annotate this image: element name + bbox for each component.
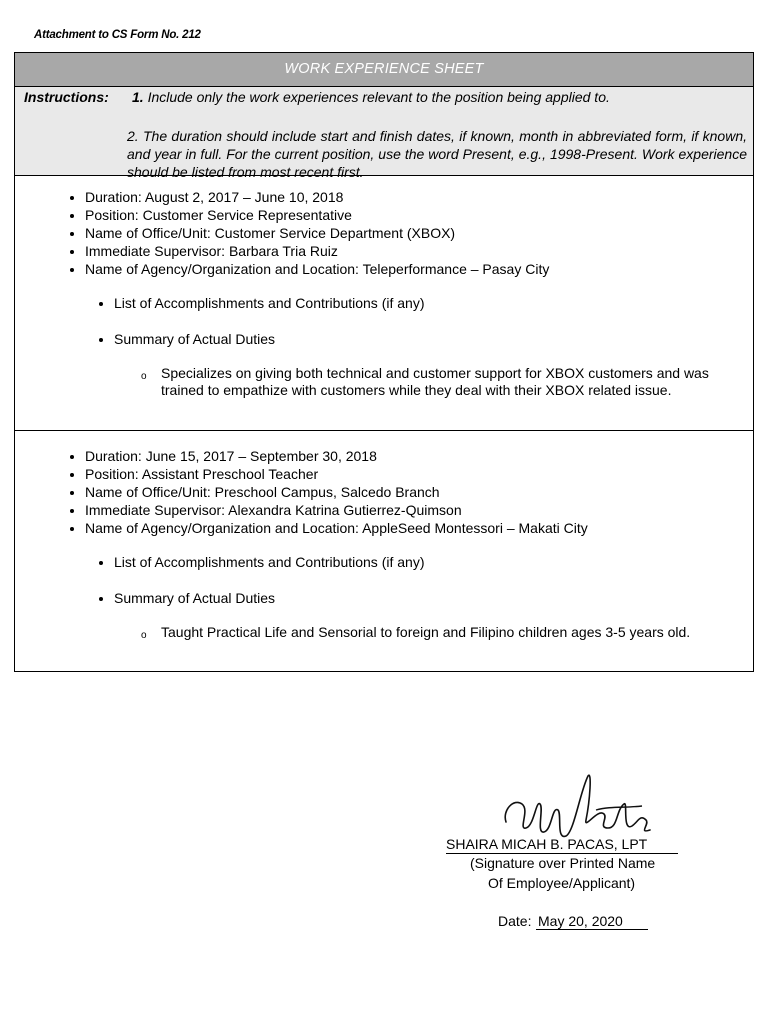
- entry-1-details: [67, 188, 549, 278]
- entry-office: • Name of Office/Unit: Customer Service Department (XBOX): [85, 224, 549, 242]
- entry-agency: • Name of Agency/Organization and Location: AppleSeed Montessori – Makati City: [85, 519, 588, 537]
- date-label: Date:: [498, 913, 532, 929]
- instructions-label: Instructions:: [24, 89, 109, 105]
- entry-2-details: [67, 447, 588, 537]
- entry-2-accomplishments: [96, 553, 424, 571]
- entry-duty-text: Specializes on giving both technical and customer support for XBOX customers and was trained to empathize with customers while they deal with their XBOX related issue.: [161, 365, 709, 398]
- entry-2-summary: [96, 589, 275, 607]
- entry-position: • Position: Customer Service Representative: [85, 206, 549, 224]
- entry-summary-label: • Summary of Actual Duties: [114, 330, 275, 348]
- entry-accomplishments-label: • List of Accomplishments and Contributions (if any): [114, 553, 424, 571]
- entry-duration: • Duration: August 2, 2017 – June 10, 2018: [85, 188, 549, 206]
- entry-2-duty: [139, 624, 751, 641]
- entry-agency: • Name of Agency/Organization and Location: Teleperformance – Pasay City: [85, 260, 549, 278]
- sheet-title: WORK EXPERIENCE SHEET: [15, 53, 753, 87]
- instructions-section: [15, 87, 753, 180]
- entry-1-accomplishments: [96, 294, 424, 312]
- entry-1-duty: [139, 365, 751, 399]
- instruction-2-number: 2.: [127, 128, 139, 144]
- signature-caption-line-1: (Signature over Printed Name: [470, 855, 656, 871]
- date-value: May 20, 2020: [536, 913, 648, 930]
- entry-supervisor: • Immediate Supervisor: Barbara Tria Ruiz: [85, 242, 549, 260]
- entry-supervisor: • Immediate Supervisor: Alexandra Katrina Gutierrez-Quimson: [85, 501, 588, 519]
- instruction-2-text: The duration should include start and finish dates, if known, month in abbreviated form, if known, and year in full. For the current position, use the word Present, e.g., 1998-Present. Work experience should be listed from most recent first.: [127, 128, 747, 180]
- circle-bullet-icon: o: [141, 371, 147, 382]
- instruction-item-2: [127, 127, 747, 181]
- entry-office: • Name of Office/Unit: Preschool Campus, Salcedo Branch: [85, 483, 588, 501]
- entry-position: • Position: Assistant Preschool Teacher: [85, 465, 588, 483]
- form-attachment-label: Attachment to CS Form No. 212: [34, 29, 201, 41]
- entry-summary-label: • Summary of Actual Duties: [114, 589, 275, 607]
- instruction-1-number: 1.: [132, 89, 144, 105]
- printed-name: SHAIRA MICAH B. PACAS, LPT: [446, 836, 678, 854]
- circle-bullet-icon: o: [141, 630, 147, 641]
- signature-caption-line-2: Of Employee/Applicant): [488, 875, 636, 891]
- entry-duty-text: Taught Practical Life and Sensorial to foreign and Filipino children ages 3-5 years old.: [161, 624, 691, 640]
- entry-accomplishments-label: • List of Accomplishments and Contributions (if any): [114, 294, 424, 312]
- instruction-item-1: [132, 89, 610, 105]
- entry-1-summary: [96, 330, 275, 348]
- entry-duration: • Duration: June 15, 2017 – September 30, 2018: [85, 447, 588, 465]
- work-entry-1: [15, 176, 753, 431]
- work-entry-2: [15, 431, 753, 671]
- work-experience-sheet: [14, 52, 754, 672]
- instruction-1-text: Include only the work experiences relevant to the position being applied to.: [147, 89, 610, 105]
